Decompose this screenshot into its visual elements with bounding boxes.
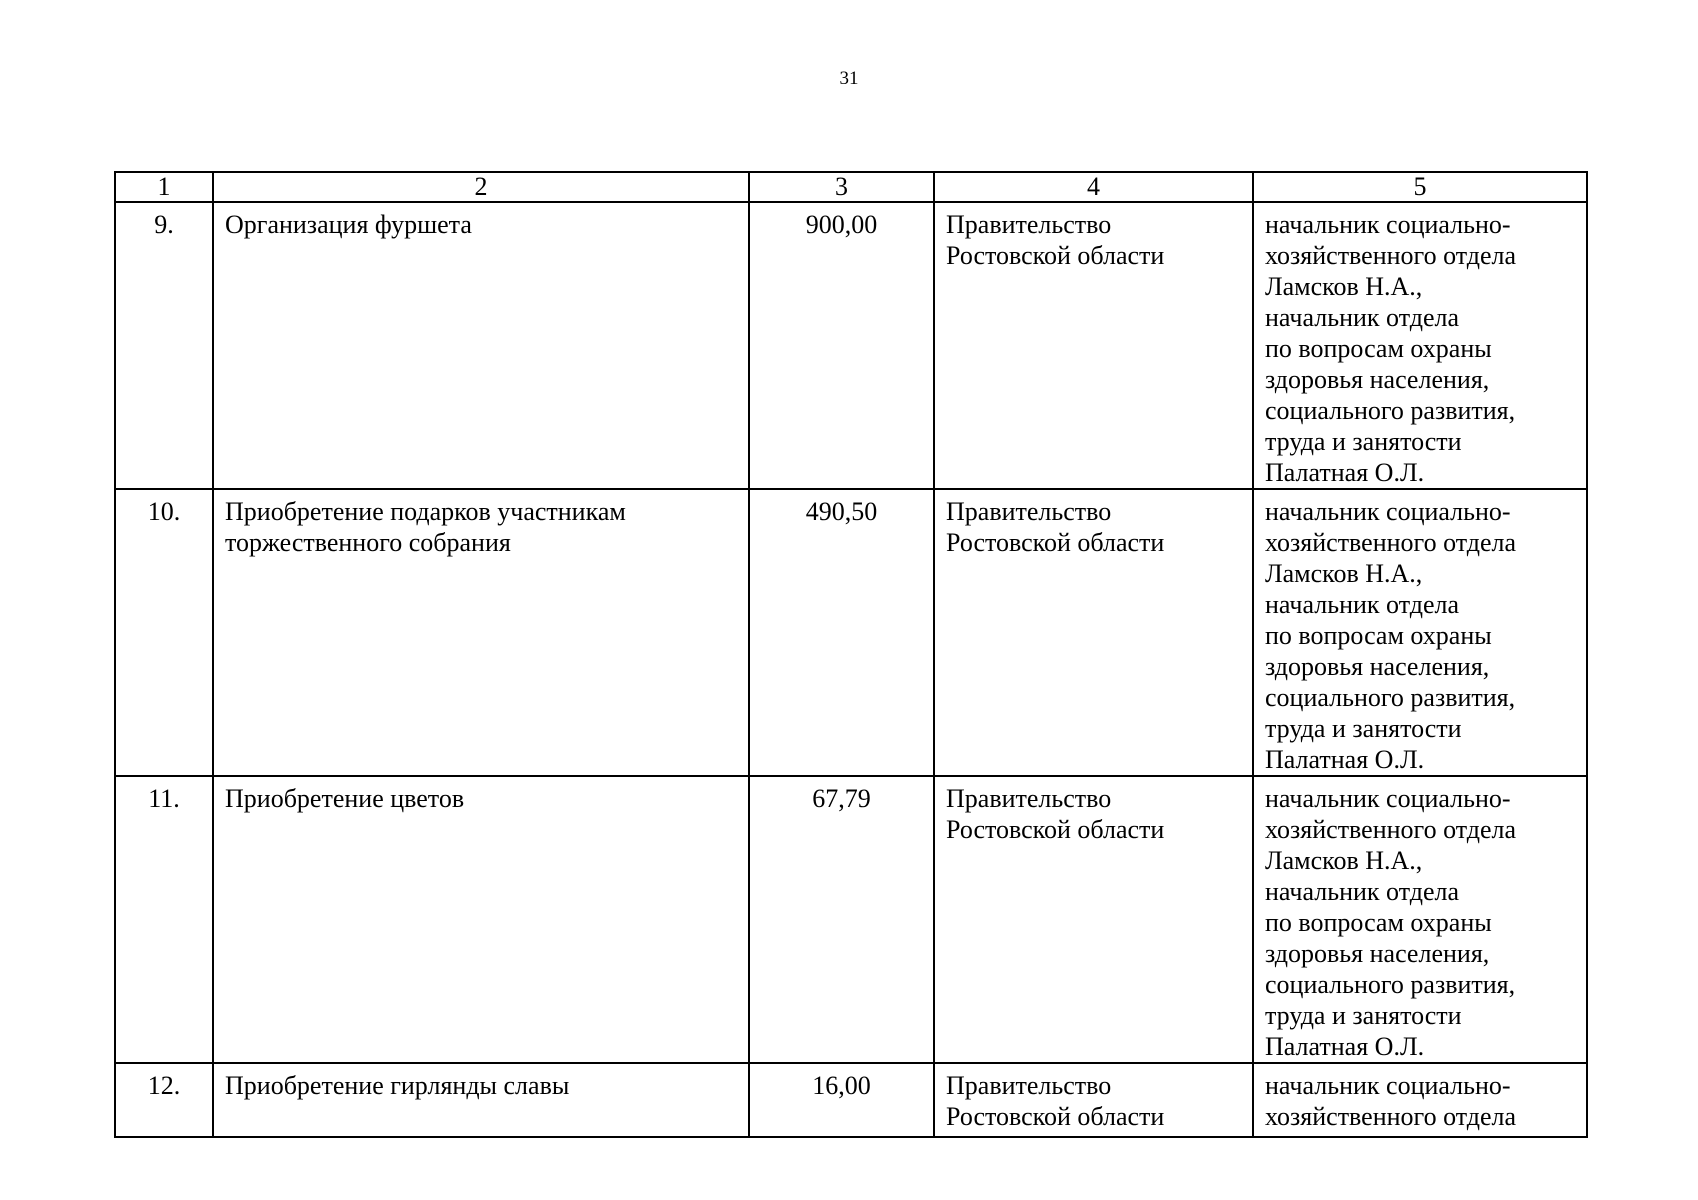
responsible-line: Палатная О.Л. (1265, 458, 1425, 487)
event-name-line: Приобретение подарков участникам (225, 497, 626, 526)
responsible-cell (1253, 776, 1587, 1063)
responsible-line: начальник отдела (1265, 590, 1460, 619)
organization-line: Правительство (946, 210, 1112, 239)
responsible-line: Ламсков Н.А., (1265, 846, 1423, 875)
responsible-line: труда и занятости (1265, 714, 1462, 743)
organization-cell (934, 202, 1253, 489)
responsible-line: Ламсков Н.А., (1265, 559, 1423, 588)
responsible-line: Ламсков Н.А., (1265, 272, 1423, 301)
table-header-row (115, 172, 1587, 202)
row-number-cell: 10. (115, 489, 213, 776)
amount-cell: 67,79 (749, 776, 934, 1063)
organization-cell (934, 1063, 1253, 1137)
responsible-line: хозяйственного отдела (1265, 1102, 1517, 1131)
responsible-line: Палатная О.Л. (1265, 745, 1425, 774)
responsible-line: начальник отдела (1265, 877, 1460, 906)
amount-cell: 490,50 (749, 489, 934, 776)
table-body (115, 172, 1587, 1137)
column-header: 3 (749, 172, 934, 202)
table-row (115, 489, 1587, 776)
responsible-line: хозяйственного отдела (1265, 528, 1517, 557)
organization-line: Правительство (946, 784, 1112, 813)
event-name-line: торжественного собрания (225, 528, 511, 557)
responsible-line: социального развития, (1265, 970, 1516, 999)
responsible-line: начальник социально- (1265, 210, 1511, 239)
organization-line: Ростовской области (946, 528, 1165, 557)
responsible-line: по вопросам охраны (1265, 621, 1492, 650)
responsible-line: хозяйственного отдела (1265, 241, 1517, 270)
table-row (115, 776, 1587, 1063)
amount-cell: 900,00 (749, 202, 934, 489)
responsible-cell (1253, 489, 1587, 776)
row-number-cell: 11. (115, 776, 213, 1063)
responsible-line: Палатная О.Л. (1265, 1032, 1425, 1061)
responsible-line: по вопросам охраны (1265, 334, 1492, 363)
responsible-line: по вопросам охраны (1265, 908, 1492, 937)
column-header: 5 (1253, 172, 1587, 202)
event-name-cell (213, 202, 749, 489)
organization-line: Правительство (946, 497, 1112, 526)
organization-cell (934, 489, 1253, 776)
row-number-cell: 9. (115, 202, 213, 489)
row-number-cell: 12. (115, 1063, 213, 1137)
amount-cell: 16,00 (749, 1063, 934, 1137)
organization-line: Ростовской области (946, 815, 1165, 844)
events-table (114, 171, 1588, 1138)
table-row (115, 1063, 1587, 1137)
column-header: 4 (934, 172, 1253, 202)
responsible-line: здоровья населения, (1265, 365, 1490, 394)
organization-cell (934, 776, 1253, 1063)
responsible-line: социального развития, (1265, 396, 1516, 425)
organization-line: Ростовской области (946, 241, 1165, 270)
event-name-line: Приобретение цветов (225, 784, 465, 813)
event-name-line: Приобретение гирлянды славы (225, 1071, 570, 1100)
responsible-line: здоровья населения, (1265, 939, 1490, 968)
event-name-line: Организация фуршета (225, 210, 472, 239)
event-name-cell (213, 1063, 749, 1137)
responsible-line: начальник отдела (1265, 303, 1460, 332)
responsible-line: начальник социально- (1265, 784, 1511, 813)
responsible-cell (1253, 202, 1587, 489)
responsible-line: труда и занятости (1265, 1001, 1462, 1030)
responsible-line: здоровья населения, (1265, 652, 1490, 681)
table-row (115, 202, 1587, 489)
responsible-cell (1253, 1063, 1587, 1137)
responsible-line: социального развития, (1265, 683, 1516, 712)
organization-line: Правительство (946, 1071, 1112, 1100)
column-header: 2 (213, 172, 749, 202)
event-name-cell (213, 489, 749, 776)
responsible-line: труда и занятости (1265, 427, 1462, 456)
page-number: 31 (839, 68, 859, 89)
event-name-cell (213, 776, 749, 1063)
responsible-line: начальник социально- (1265, 497, 1511, 526)
responsible-line: хозяйственного отдела (1265, 815, 1517, 844)
responsible-line: начальник социально- (1265, 1071, 1511, 1100)
organization-line: Ростовской области (946, 1102, 1165, 1131)
column-header: 1 (115, 172, 213, 202)
